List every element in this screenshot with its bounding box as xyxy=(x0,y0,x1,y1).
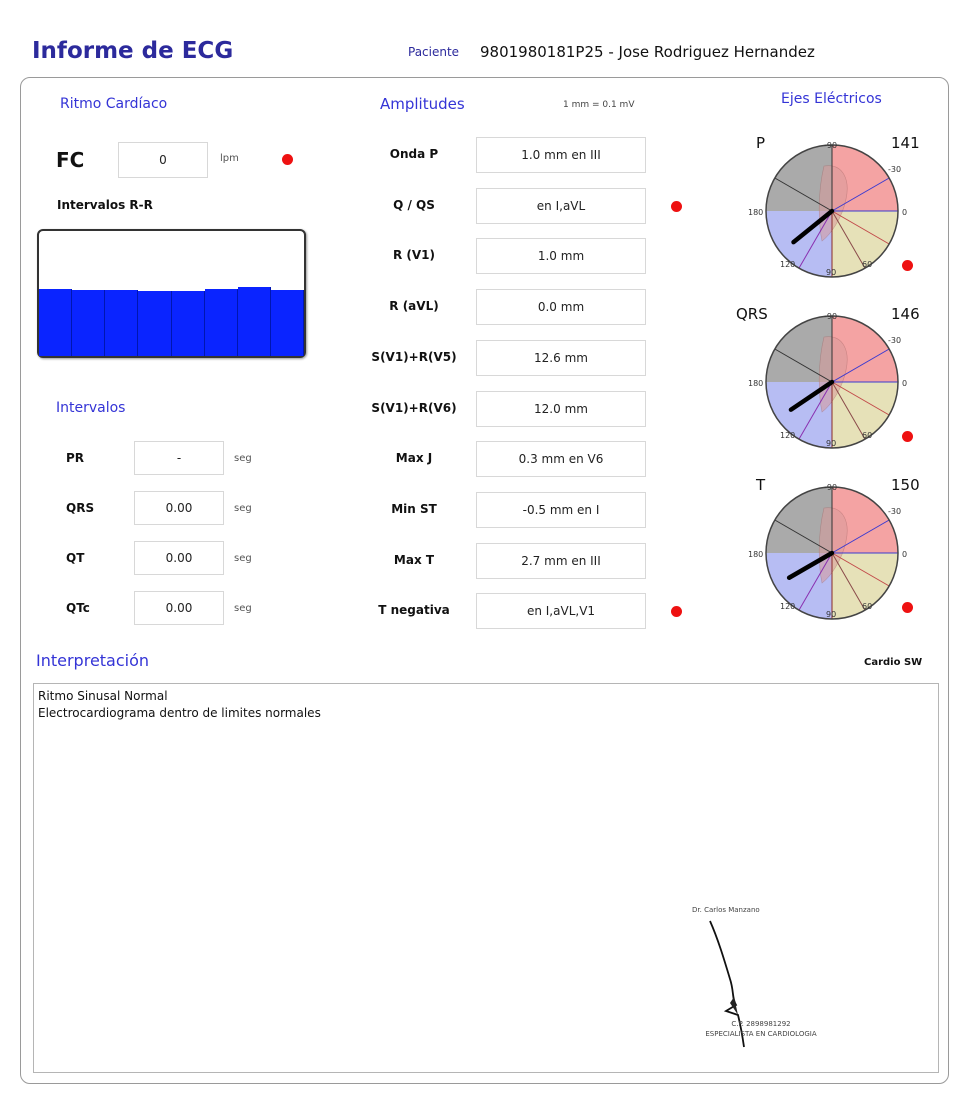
amplitude-value-field[interactable]: 0.0 mm xyxy=(476,289,646,325)
amplitude-label: Max J xyxy=(395,451,433,466)
rr-bar xyxy=(39,289,72,357)
amplitude-label: Q / QS xyxy=(393,197,435,212)
fc-alert-dot xyxy=(282,154,293,165)
interval-unit: seg xyxy=(234,553,252,564)
brand-label: Cardio SW xyxy=(864,657,923,668)
interval-value-field[interactable]: 0.00 xyxy=(134,541,224,575)
ejes-section-title: Ejes Eléctricos xyxy=(781,91,882,107)
amplitude-value-field[interactable]: en I,aVL,V1 xyxy=(476,593,646,629)
axis-alert-dot xyxy=(902,431,913,442)
interval-value-field[interactable]: - xyxy=(134,441,224,475)
axis-value: 150 xyxy=(891,476,920,494)
interval-label: PR xyxy=(66,451,85,465)
fc-unit: lpm xyxy=(220,153,239,164)
report-title: Informe de ECG xyxy=(32,38,234,64)
amplitude-label: R (V1) xyxy=(392,248,436,263)
dial-tick-label: 0 xyxy=(902,208,908,217)
patient-value: 9801980181P25 - Jose Rodriguez Hernandez xyxy=(480,43,815,61)
interval-value-field[interactable]: 0.00 xyxy=(134,591,224,625)
dial-tick-label: 180 xyxy=(748,550,764,559)
axis-name: P xyxy=(756,134,766,152)
amplitude-value-field[interactable]: -0.5 mm en I xyxy=(476,492,646,528)
interval-label: QTc xyxy=(66,601,90,615)
dial-tick-label: 180 xyxy=(748,208,764,217)
axis-name: QRS xyxy=(736,305,768,323)
dial-tick-label: -30 xyxy=(888,165,902,174)
dial-tick-label: 0 xyxy=(902,550,908,559)
doctor-specialty: ESPECIALISTA EN CARDIOLOGIA xyxy=(705,1030,817,1038)
amplitude-label: T negativa xyxy=(378,603,450,618)
interpretacion-section-title: Interpretación xyxy=(36,651,150,670)
scale-note: 1 mm = 0.1 mV xyxy=(563,100,635,110)
rr-bar xyxy=(205,289,238,357)
interval-unit: seg xyxy=(234,453,252,464)
axis-dial xyxy=(750,303,915,453)
axis-name: T xyxy=(756,476,766,494)
patient-label: Paciente xyxy=(408,45,460,59)
rr-bar xyxy=(105,290,138,356)
axis-dial xyxy=(750,132,915,282)
interval-unit: seg xyxy=(234,603,252,614)
interval-unit: seg xyxy=(234,503,252,514)
dial-tick-label: 90 xyxy=(826,439,837,448)
dial-tick-label: 90 xyxy=(826,610,837,619)
rr-bar xyxy=(271,290,304,356)
doctor-license: C.P. 2898981292 xyxy=(731,1020,791,1028)
rr-bar xyxy=(72,290,105,356)
amplitude-alert-dot xyxy=(671,201,682,212)
dial-tick-label: 180 xyxy=(748,379,764,388)
amplitude-label: Min ST xyxy=(391,501,437,516)
amplitude-value-field[interactable]: 1.0 mm xyxy=(476,238,646,274)
dial-tick-label: 120 xyxy=(780,260,796,269)
interpretation-text-area[interactable] xyxy=(33,683,939,1073)
axis-value: 141 xyxy=(891,134,920,152)
dial-tick-label: -30 xyxy=(888,507,902,516)
rr-bar xyxy=(172,291,205,356)
amplitude-label: Onda P xyxy=(389,147,439,161)
amplitude-label: R (aVL) xyxy=(389,299,439,314)
amplitude-value-field[interactable]: 0.3 mm en V6 xyxy=(476,441,646,477)
dial-tick-label: 60 xyxy=(862,602,873,611)
rr-intervals-chart xyxy=(37,229,306,358)
amplitude-label: S(V1)+R(V5) xyxy=(371,349,457,364)
fc-label: FC xyxy=(56,148,85,172)
dial-tick-label: 60 xyxy=(862,431,873,440)
dial-tick-label: 90 xyxy=(826,268,837,277)
intervalos-section-title: Intervalos xyxy=(56,400,126,416)
amplitudes-section-title: Amplitudes xyxy=(380,95,465,113)
rr-bar xyxy=(138,291,171,356)
interpretation-line-2: Electrocardiograma dentro de limites normales xyxy=(38,706,321,720)
amplitude-value-field[interactable]: 12.6 mm xyxy=(476,340,646,376)
amplitude-value-field[interactable]: 2.7 mm en III xyxy=(476,543,646,579)
amplitude-value-field[interactable]: 12.0 mm xyxy=(476,391,646,427)
dial-tick-label: -90 xyxy=(824,312,838,321)
ritmo-section-title: Ritmo Cardíaco xyxy=(60,96,168,112)
amplitude-label: S(V1)+R(V6) xyxy=(371,400,457,415)
axis-alert-dot xyxy=(902,260,913,271)
dial-tick-label: 0 xyxy=(902,379,908,388)
dial-tick-label: -90 xyxy=(824,483,838,492)
doctor-name: Dr. Carlos Manzano xyxy=(692,906,760,914)
fc-value-field[interactable]: 0 xyxy=(118,142,208,178)
axis-alert-dot xyxy=(902,602,913,613)
amplitude-label: Max T xyxy=(393,552,435,567)
dial-tick-label: -90 xyxy=(824,141,838,150)
dial-tick-label: 60 xyxy=(862,260,873,269)
dial-tick-label: -30 xyxy=(888,336,902,345)
axis-value: 146 xyxy=(891,305,920,323)
dial-tick-label: 120 xyxy=(780,431,796,440)
axis-dial xyxy=(750,474,915,624)
interpretation-line-1: Ritmo Sinusal Normal xyxy=(38,689,168,703)
rr-bar xyxy=(238,287,271,356)
interval-label: QT xyxy=(66,551,85,565)
rr-label: Intervalos R-R xyxy=(57,198,153,212)
amplitude-value-field[interactable]: en I,aVL xyxy=(476,188,646,224)
interval-label: QRS xyxy=(66,501,95,515)
amplitude-value-field[interactable]: 1.0 mm en III xyxy=(476,137,646,173)
interval-value-field[interactable]: 0.00 xyxy=(134,491,224,525)
dial-tick-label: 120 xyxy=(780,602,796,611)
